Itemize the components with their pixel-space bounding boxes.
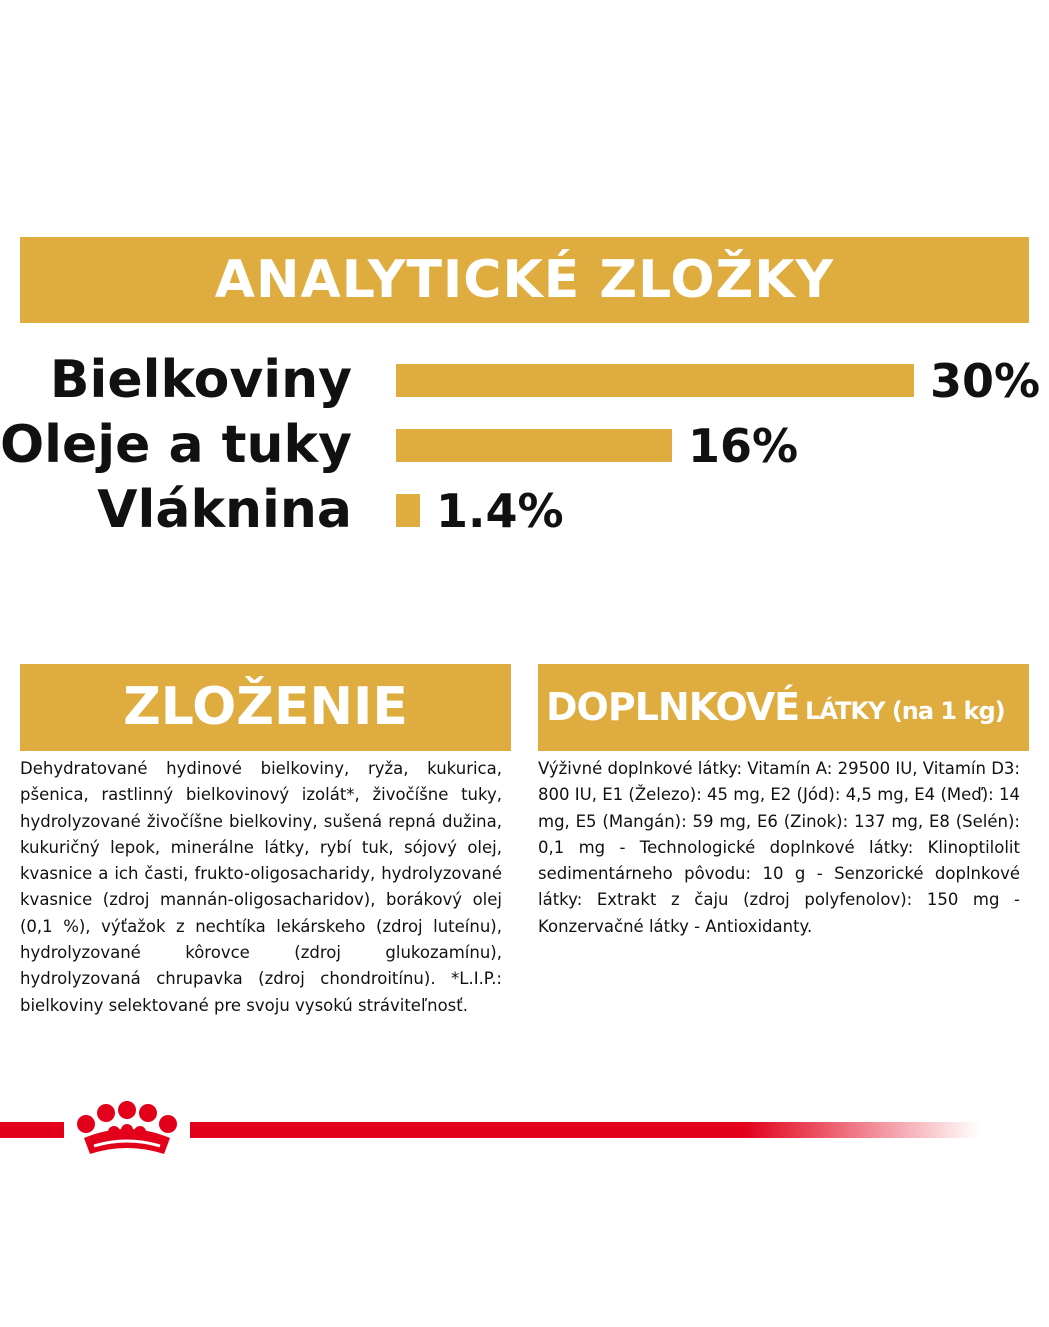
nutrient-bar-protein: [396, 364, 914, 397]
nutrient-value-fat: 16%: [688, 419, 799, 473]
composition-title: ZLOŽENIE: [123, 677, 408, 737]
analytic-title: ANALYTICKÉ ZLOŽKY: [214, 250, 835, 310]
nutrient-value-protein: 30%: [930, 354, 1041, 408]
nutrient-bar-fiber: [396, 494, 420, 527]
nutrient-label-fat: Oleje a tuky: [0, 415, 352, 475]
nutrient-bar-fat: [396, 429, 672, 462]
nutrient-value-fiber: 1.4%: [436, 484, 564, 538]
additives-banner: [538, 664, 1029, 750]
composition-banner: [20, 664, 511, 750]
composition-divider: [20, 749, 511, 751]
nutrient-label-fiber: Vláknina: [97, 480, 352, 540]
additives-divider: [538, 749, 1029, 751]
brand-line-left: [0, 1122, 64, 1138]
additives-title-main: DOPLNKOVÉ: [546, 685, 800, 729]
analytic-banner: [20, 237, 1029, 323]
additives-text: Výživné doplnkové látky: Vitamín A: 29500 IU, Vitamín D3: 800 IU, E1 (Železo): 45 mg, E2 (Jód): 4,5 mg, E4 (Meď): 14 mg, E5 (Mangán): 59 mg, E6 (Zinok): 137 mg, E8 (Selén): 0,1 mg - Technologické doplnkové látky: Klinoptilolit sedimentárneho pôvodu: 10 g - Senzorické doplnkové látky: Extrakt z čaju (zdroj polyfenolov): 150 mg - Konzervačné látky - Antioxidanty.: [538, 759, 1020, 936]
additives-title-small: LÁTKY (na 1 kg): [805, 697, 1005, 725]
nutrient-label-protein: Bielkoviny: [49, 350, 352, 410]
brand-line-right: [190, 1122, 980, 1138]
composition-text: Dehydratované hydinové bielkoviny, ryža, kukurica, pšenica, rastlinný bielkovinový izolát*, živočíšne tuky, hydrolyzované živočíšne bielkoviny, sušená repná dužina, kukuričný lepok, minerálne látky, rybí tuk, sójový olej, kvasnice a ich časti, frukto-oligosacharidy, hydrolyzované kvasnice (zdroj mannán-oligosacharidov), borákový olej (0,1 %), výťažok z nechtíka lekárskeho (zdroj luteínu), hydrolyzované kôrovce (zdroj glukozamínu), hydrolyzovaná chrupavka (zdroj chondroitínu). *L.I.P.: bielkoviny selektované pre svoju vysokú stráviteľnosť.: [20, 759, 502, 1015]
crown-icon: [64, 1098, 190, 1160]
